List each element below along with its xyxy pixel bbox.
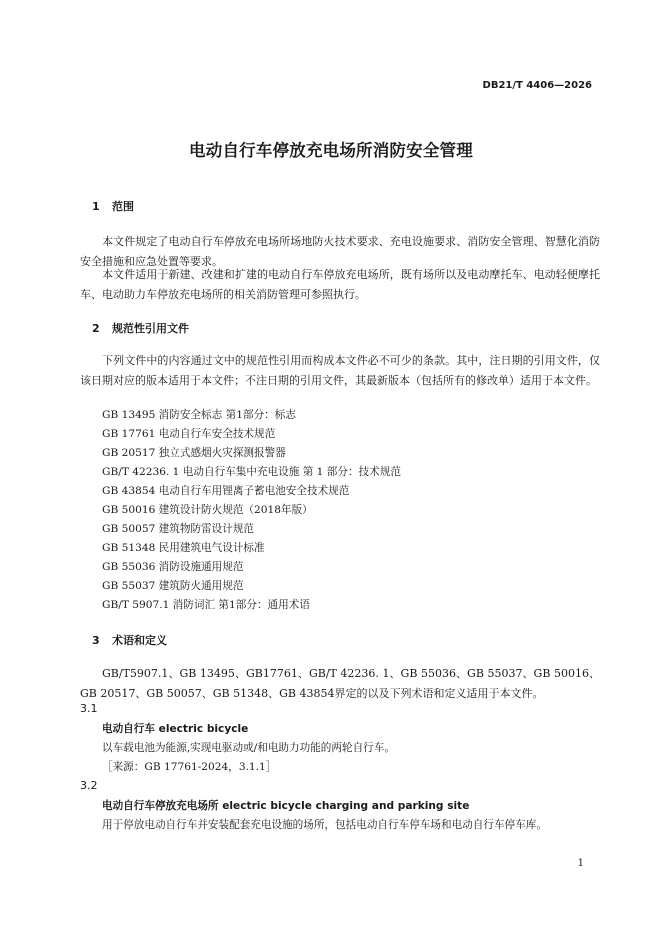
term-source: ［来源：GB 17761-2024，3.1.1］: [102, 761, 277, 773]
term-name: 电动自行车 electric bicycle: [102, 723, 249, 735]
reference-item: GB 55036 消防设施通用规范: [102, 561, 244, 573]
term-name: 电动自行车停放充电场所 electric bicycle charging and parking site: [102, 800, 470, 812]
reference-item: GB 50016 建筑设计防火规范（2018年版）: [102, 504, 313, 516]
reference-item: GB 13495 消防安全标志 第1部分：标志: [102, 409, 296, 421]
term-number: 3.1: [80, 702, 98, 715]
reference-item: GB 43854 电动自行车用锂离子蓄电池安全技术规范: [102, 485, 350, 497]
section-2-title: 规范性引用文件: [112, 322, 189, 335]
section-1-number: 1: [92, 200, 100, 213]
reference-item: GB 20517 独立式感烟火灾探测报警器: [102, 447, 286, 459]
section-3-intro: GB/T5907.1、GB 13495、GB17761、GB/T 42236. 1、GB 55036、GB 55037、GB 50016、GB 20517、GB 50057、GB 51348、GB 43854界定的以及下列术语和定义适用于本文件。: [80, 667, 600, 700]
section-2-number: 2: [92, 322, 100, 335]
term-definition: 以车载电池为能源,实现电驱动或/和电助力功能的两轮自行车。: [102, 742, 395, 754]
section-1-title: 范围: [112, 200, 134, 213]
section-2-heading: [92, 320, 189, 336]
reference-item: GB 17761 电动自行车安全技术规范: [102, 428, 276, 440]
term-number: 3.2: [80, 779, 98, 792]
reference-item: GB 50057 建筑物防雷设计规范: [102, 523, 255, 535]
page-number: 1: [577, 858, 584, 869]
section-1-heading: [92, 198, 134, 214]
reference-item: GB/T 42236. 1 电动自行车集中充电设施 第 1 部分：技术规范: [102, 466, 401, 478]
reference-item: GB 51348 民用建筑电气设计标准: [102, 542, 265, 554]
document-title: 电动自行车停放充电场所消防安全管理: [189, 141, 473, 160]
reference-item: GB/T 5907.1 消防词汇 第1部分：通用术语: [102, 599, 310, 611]
section-1-paragraph-2: 本文件适用于新建、改建和扩建的电动自行车停放充电场所，既有场所以及电动摩托车、电动轻便摩托车、电动助力车停放充电场所的相关消防管理可参照执行。: [80, 268, 600, 301]
section-1-paragraph-1: 本文件规定了电动自行车停放充电场所场地防火技术要求、充电设施要求、消防安全管理、智慧化消防安全措施和应急处置等要求。: [80, 235, 600, 268]
section-2-intro: 下列文件中的内容通过文中的规范性引用而构成本文件必不可少的条款。其中，注日期的引用文件，仅该日期对应的版本适用于本文件；不注日期的引用文件，其最新版本（包括所有的修改单）适用于本文件。: [80, 354, 600, 387]
section-3-number: 3: [92, 634, 100, 647]
section-3-heading: [92, 632, 167, 648]
standard-code: DB21/T 4406—2026: [482, 80, 592, 91]
term-definition: 用于停放电动自行车并安装配套充电设施的场所，包括电动自行车停车场和电动自行车停车库。: [102, 819, 547, 831]
reference-item: GB 55037 建筑防火通用规范: [102, 580, 244, 592]
section-3-title: 术语和定义: [112, 634, 167, 647]
